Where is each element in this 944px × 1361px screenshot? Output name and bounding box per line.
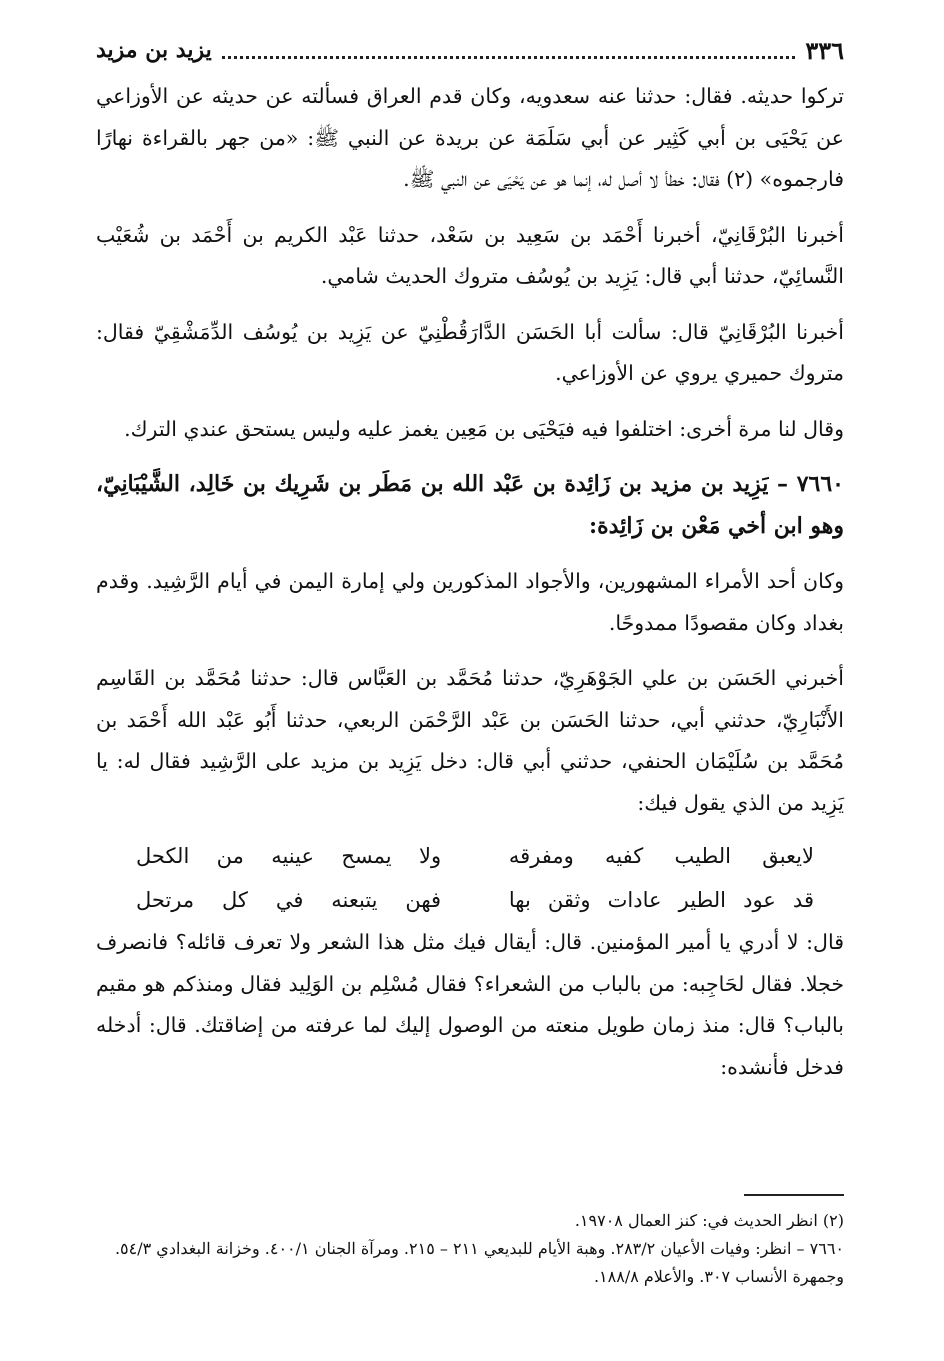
footnotes (96, 1207, 844, 1291)
paragraph-3: أخبرنا البُرْقَانِيّ قال: سألت أبا الحَسَن الدَّارَقُطْنِيّ عن يَزِيد بن يُوسُف الدِّمَشْقِيّ فقال: متروك حميري يروي عن الأوزاعي. (96, 319, 844, 385)
paragraph-5: وكان أحد الأمراء المشهورين، والأجواد المذكورين ولي إمارة اليمن في أيام الرَّشِيد. وقدم بغداد وكان مقصودًا ممدوحًا. (96, 569, 844, 635)
footnote-separator (744, 1194, 844, 1196)
running-title: يزيد بن مزيد (96, 37, 212, 63)
page-number: ٣٣٦ (805, 35, 844, 65)
page-header (96, 30, 844, 70)
paragraph-2: أخبرنا البُرْقَانِيّ، أخبرنا أَحْمَد بن سَعِيد بن سَعْد، حدثنا عَبْد الكريم بن أَحْمَد بن شُعَيْب النَّسائِيّ، حدثنا أبي قال: يَزِيد بن يُوسُف متروك الحديث شامي. (96, 222, 844, 288)
poem (96, 834, 844, 922)
poem-verse (96, 878, 844, 922)
header-dot-leader (222, 42, 796, 59)
footnote: (٢) انظر الحديث في: كنز العمال ١٩٧٠٨. (574, 1211, 844, 1230)
entry-heading: ٧٦٦٠ – يَزِيد بن مزيد بن زَائِدة بن عَبْد الله بن مَطَر بن شَرِيك بن خَالِد، الشَّيْبَانِيّ، وهو ابن أخي مَعْن بن زَائِدة: (96, 471, 844, 539)
footnote: ٧٦٦٠ – انظر: وفيات الأعيان ٢٨٣/٢. وهبة الأيام للبديعي ٢١١ – ٢١٥. ومرآة الجنان ٤٠٠/١. وخزانة البغدادي ٥٤/٣. وجمهرة الأنساب ٣٠٧. والأعلام ١٨٨/٨. (114, 1239, 844, 1286)
verse-first-hemistich: لايعبق الطيب كفيه ومفرقه (508, 844, 814, 868)
verse-first-hemistich: قد عود الطير عادات وثقن بها (508, 888, 814, 912)
paragraph-4: وقال لنا مرة أخرى: اختلفوا فيه فيَحْيَى بن مَعِين يغمز عليه وليس يستحق عندي الترك. (124, 416, 844, 441)
verse-second-hemistich: ولا يمسح عينيه من الكحل (136, 844, 442, 868)
poem-verse (96, 834, 844, 878)
paragraph-6: أخبرني الحَسَن بن علي الجَوْهَرِيّ، حدثنا مُحَمَّد بن العَبَّاس قال: حدثنا مُحَمَّد بن القَاسِم الأَنْبَارِيّ، حدثني أبي، حدثنا الحَسَن بن عَبْد الرَّحْمَن الربعي، حدثنا أَبُو عَبْد الله أَحْمَد بن مُحَمَّد بن سُلَيْمَان الحنفي، حدثني أبي قال: دخل يَزِيد بن مزيد على الرَّشِيد فقال له: يا يَزِيد من الذي يقول فيك: (96, 666, 844, 815)
paragraph-1: تركوا حديثه. فقال: حدثنا عنه سعدويه، وكان قدم العراق فسألته عن حديثه عن الأوزاعي عن يَحْيَى بن أبي كَثِير عن أبي سَلَمَة عن بريدة عن النبي ﷺ: «من جهر بالقراءة نهارًا فارجموه» (٢) فقال: خطأ لا أصل له، إنما هو عن يَحْيَى عن النبي ﷺ. (96, 84, 844, 191)
paragraph-7: قال: لا أدري يا أمير المؤمنين. قال: أيقال فيك مثل هذا الشعر ولا تعرف قائله؟ فانصرف خجلا. فقال لحَاجِبه: من بالباب من الشعراء؟ فقال مُسْلِم بن الوَلِيد فقال ومنذكم هو مقيم بالباب؟ قال: منذ زمان طويل منعته من الوصول إليك لما عرفته من إضاقتك. قال: أدخله فدخل فأنشده: (96, 930, 844, 1079)
verse-second-hemistich: فهن يتبعنه في كل مرتحل (136, 888, 442, 912)
page-body (96, 76, 844, 1088)
